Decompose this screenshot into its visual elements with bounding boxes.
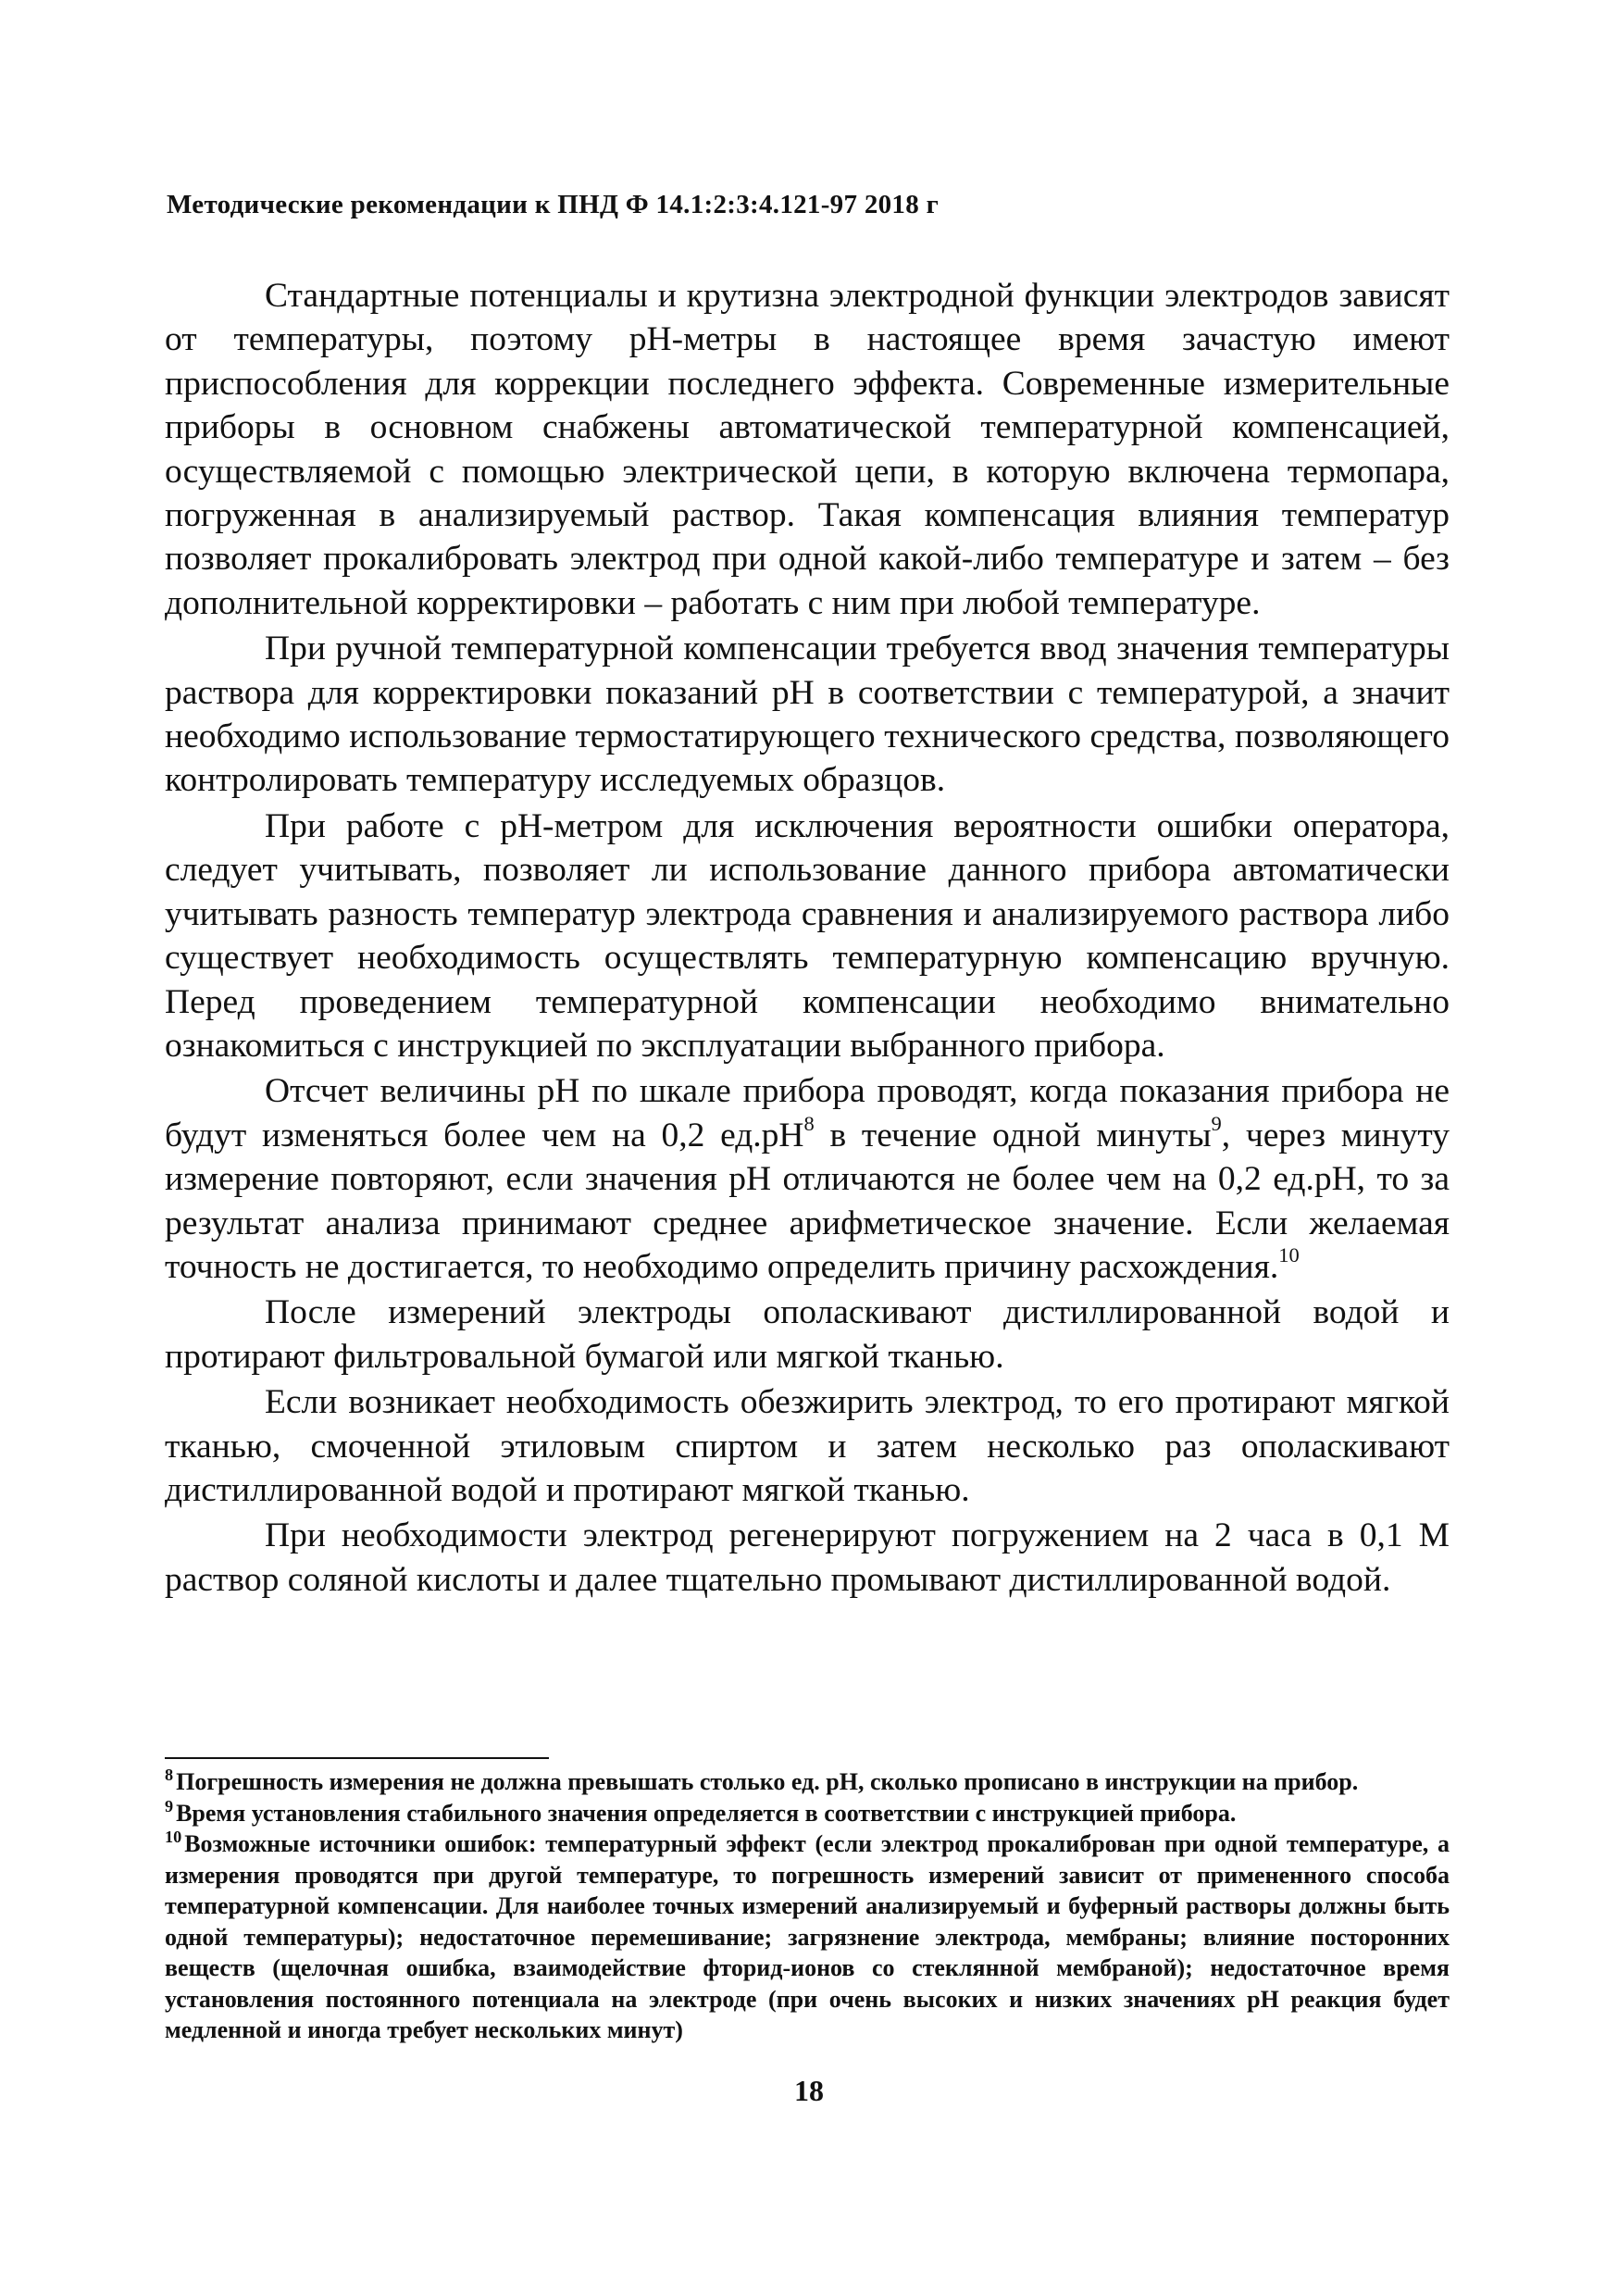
footnote-mark-9: 9 xyxy=(165,1796,174,1816)
paragraph-1: Стандартные потенциалы и крутизна электродной функции электродов зависят от температуры, поэтому рН-метры в настоящее время зачастую имеют приспособления для коррекции последнего эффекта. Современные измерительные приборы в основном снабжены автоматической температурной компенсацией, осуществляемой с помощью электрической цепи, в которую включена термопара, погруженная в анализируемый раствор. Такая компенсация влияния температур позволяет прокалибровать электрод при одной какой-либо температуре и затем – без дополнительной корректировки – работать с ним при любой температуре. xyxy=(165,277,1450,622)
footnote-9 xyxy=(165,1798,1450,1829)
paragraph-6: Если возникает необходимость обезжирить электрод, то его протирают мягкой тканью, смоченной этиловым спиртом и затем несколько раз ополаскивают дистиллированной водой и протирают мягкой тканью. xyxy=(165,1383,1450,1509)
page-number: 18 xyxy=(794,2074,824,2107)
paragraph-3: При работе с рН-метром для исключения вероятности ошибки оператора, следует учитывать, позволяет ли использование данного прибора автоматически учитывать разность температур электрода сравнения и анализируемого раствора либо существует необходимость осуществлять температурную компенсацию вручную. Перед проведением температурной компенсации необходимо внимательно ознакомиться с инструкцией по эксплуатации выбранного прибора. xyxy=(165,806,1450,1065)
footnote-text-8: Погрешность измерения не должна превышать столько ед. рН, сколько прописано в инструкции на прибор. xyxy=(176,1768,1359,1795)
footnote-text-10: Возможные источники ошибок: температурный эффект (если электрод прокалиброван при одной температуре, а измерения проводятся при другой температуре, то погрешность измерений зависит от примененного способа температурной компенсации. Для наиболее точных измерений анализируемый и буферный растворы должны быть одной температуры); недостаточное перемешивание; загрязнение электрода, мембраны; влияние посторонних веществ (щелочная ошибка, взаимодействие фторид-ионов со стеклянной мембраной); недостаточное время установления постоянного потенциала на электроде (при очень высоких и низких значениях рН реакция будет медленной и иногда требует нескольких минут) xyxy=(165,1830,1450,2043)
paragraph-4-text-1: Отсчет величины рН по шкале прибора проводят, когда показания прибора не будут изменяться более чем на 0,2 ед.рН xyxy=(165,1072,1450,1154)
footnote-mark-8: 8 xyxy=(165,1766,174,1784)
paragraph-5: После измерений электроды ополаскивают дистиллированной водой и протирают фильтровальной бумагой или мягкой тканью. xyxy=(165,1293,1450,1376)
footnote-8 xyxy=(165,1766,1450,1798)
footnote-10 xyxy=(165,1828,1450,2046)
footnote-ref-10[interactable]: 10 xyxy=(1278,1243,1300,1267)
paragraph-2: При ручной температурной компенсации требуется ввод значения температуры раствора для корректировки показаний рН в соответствии с температурой, а значит необходимо использование термостатирующего технического средства, позволяющего контролировать температуру исследуемых образцов. xyxy=(165,630,1450,800)
footnote-ref-8[interactable]: 8 xyxy=(803,1111,815,1135)
paragraph-4-text-3: , через минуту измерение повторяют, если значения рН отличаются не более чем на 0,2 ед.рН, то за результат анализа принимают среднее арифметическое значение. Если желаемая точность не достигается, то необходимо определить причину расхождения. xyxy=(165,1116,1450,1286)
footnotes xyxy=(165,1766,1450,2046)
footnote-ref-9[interactable]: 9 xyxy=(1211,1111,1222,1135)
body-text xyxy=(165,274,1450,1602)
footnote-text-9: Время установления стабильного значения определяется в соответствии с инструкцией прибора. xyxy=(176,1799,1237,1827)
paragraph-7: При необходимости электрод регенерируют погружением на 2 часа в 0,1 М раствор соляной кислоты и далее тщательно промывают дистиллированной водой. xyxy=(165,1516,1450,1599)
footnote-separator xyxy=(165,1757,549,1759)
paragraph-4-text-2: в течение одной минуты xyxy=(814,1116,1212,1154)
footnote-mark-10: 10 xyxy=(165,1828,182,1846)
paragraph-4 xyxy=(165,1069,1450,1289)
running-header: Методические рекомендации к ПНД Ф 14.1:2:3:4.121-97 2018 г xyxy=(167,190,940,219)
